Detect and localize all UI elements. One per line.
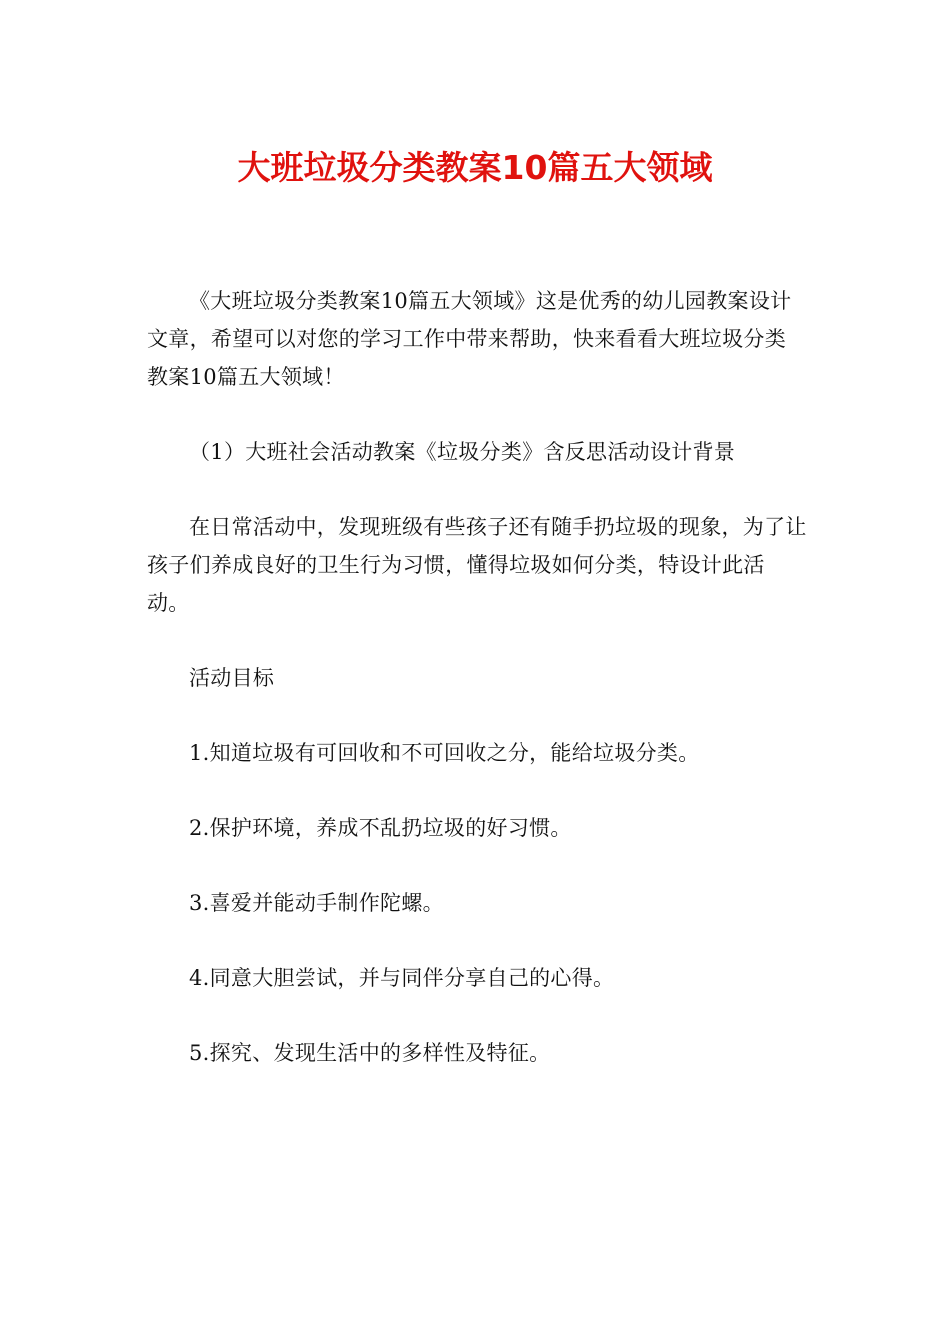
goal-item: 2.保护环境，养成不乱扔垃圾的好习惯。	[189, 816, 572, 840]
goal-item: 4.同意大胆尝试，并与同伴分享自己的心得。	[189, 966, 615, 990]
intro-paragraph: 《大班垃圾分类教案10篇五大领域》这是优秀的幼儿园教案设计文章，希望可以对您的学习工作中带来帮助，快来看看大班垃圾分类教案10篇五大领域！	[147, 289, 792, 389]
goal-item: 5.探究、发现生活中的多样性及特征。	[189, 1041, 551, 1065]
goal-item: 1.知道垃圾有可回收和不可回收之分，能给垃圾分类。	[189, 741, 700, 765]
section-heading: （1）大班社会活动教案《垃圾分类》含反思活动设计背景	[189, 440, 736, 464]
document-title: 大班垃圾分类教案10篇五大领域	[237, 148, 713, 187]
goal-item: 3.喜爱并能动手制作陀螺。	[189, 891, 444, 915]
goals-heading: 活动目标	[189, 666, 275, 690]
document-body	[147, 282, 807, 1109]
background-paragraph: 在日常活动中，发现班级有些孩子还有随手扔垃圾的现象，为了让孩子们养成良好的卫生行为习惯，懂得垃圾如何分类，特设计此活动。	[147, 515, 807, 615]
